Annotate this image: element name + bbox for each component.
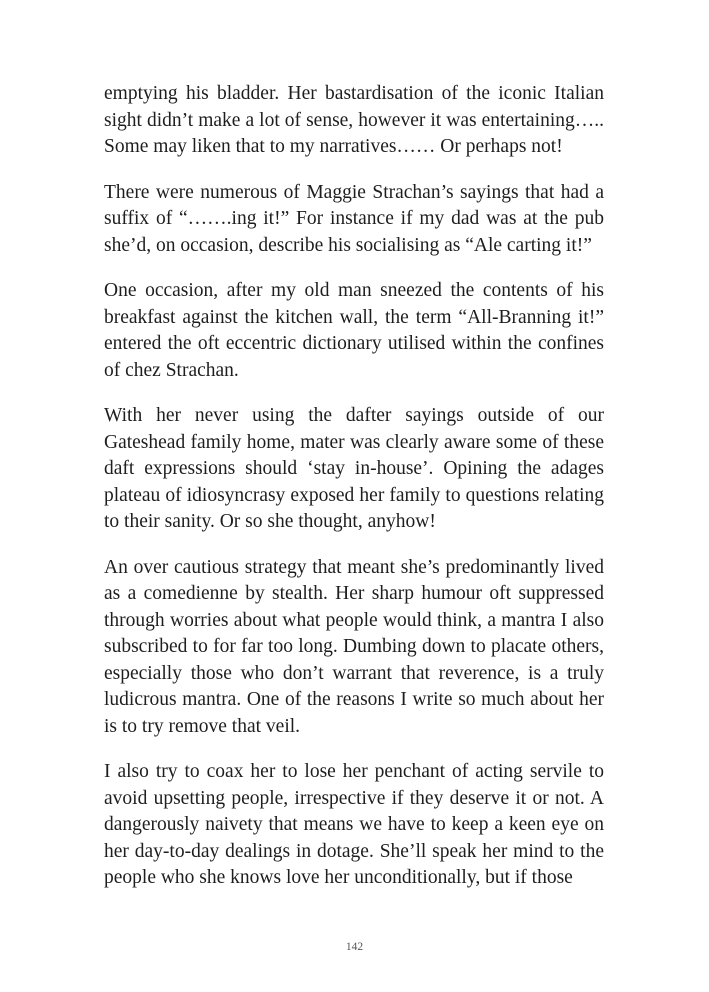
paragraph: One occasion, after my old man sneezed the contents of his breakfast against the kitchen wall, the term “All-Branning it!” entered the oft eccentric dictionary utilised within the confines of chez Strachan. <box>104 280 604 381</box>
paragraph: There were numerous of Maggie Strachan’s sayings that had a suffix of “…….ing it!” For instance if my dad was at the pub she’d, on occasion, describe his socialising as “Ale carting it!” <box>104 181 604 256</box>
paragraph: With her never using the dafter sayings outside of our Gateshead family home, mater was clearly aware some of these daft expressions should ‘stay in-house’. Opining the adages plateau of idiosyncrasy exposed her family to questions relating to their sanity. Or so she thought, anyhow! <box>104 405 604 532</box>
paragraph: I also try to coax her to lose her penchant of acting servile to avoid upsetting people, irrespective if they deserve it or not. A dangerously naivety that means we have to keep a keen eye on her day-to-day dealings in dotage. She’ll speak her mind to the people who she knows love her unconditionally, but if those <box>104 761 604 888</box>
page-number: 142 <box>345 941 364 953</box>
paragraph: An over cautious strategy that meant she’s predominantly lived as a comedienne by stealth. Her sharp humour oft suppressed through worries about what people would think, a mantra I also subscribed to for far too long. Dumbing down to placate others, especially those who don’t warrant that reverence, is a truly ludicrous mantra. One of the reasons I write so much about her is to try remove that veil. <box>104 556 604 737</box>
paragraph: emptying his bladder. Her bastardisation of the iconic Italian sight didn’t make a lot of sense, however it was entertaining….. Some may liken that to my narratives…… Or perhaps not! <box>104 83 604 157</box>
page-body <box>104 81 604 911</box>
